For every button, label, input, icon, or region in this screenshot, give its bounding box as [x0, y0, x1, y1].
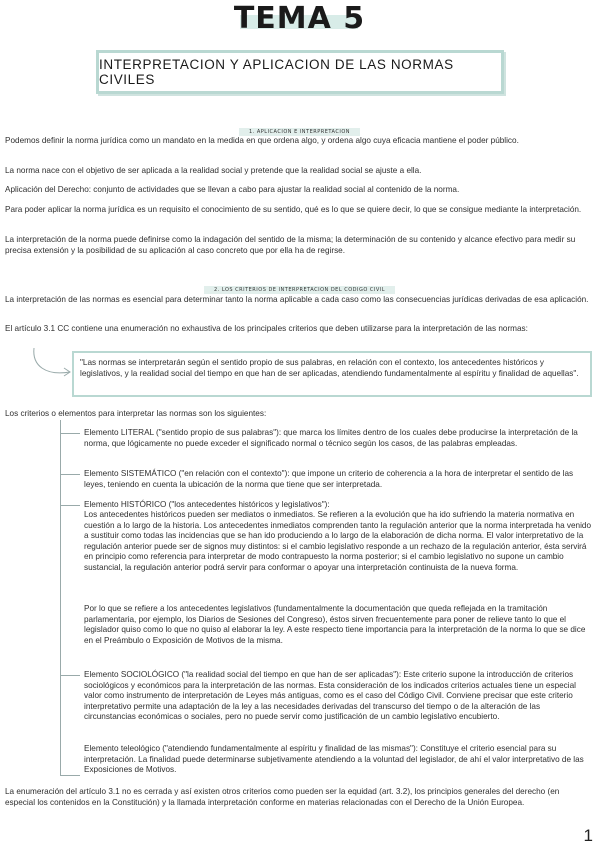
title-box [96, 50, 504, 94]
tree-branch [60, 675, 80, 676]
curved-arrow-icon [26, 346, 76, 382]
tree-branch [60, 474, 80, 475]
criterion-historico-text: Los antecedentes históricos pueden ser mediatos o inmediatos. Se refieren a la evolución que ha ido sufriendo la materia normativa en cuestión a lo largo de la historia. Los antecedentes inmediatos comprenden tanto la regulación anterior que la norma interpretada ha venido a sustituir como todas las incidencias que se han ido produciendo a lo largo de la elaboración de dicha norma. El valor interpretativo de la regulación anterior puede ser de signos muy distintos: si el cambio legislativo responde a un rechazo de la regulación anterior, ésta servirá en principio como referencia para interpretar de modo contrapuesto la norma posterior; si el cambio legislativo no supone un cambio sustancial, la regulación anterior podrá servir para conformar o apoyar una interpretación continuista de la nueva forma. [84, 510, 592, 572]
document-title: INTERPRETACION Y APLICACION DE LAS NORMAS CIVILES [99, 57, 454, 87]
paragraph: El artículo 3.1 CC contiene una enumeración no exhaustiva de los principales criterios que deben utilizarse para la interpretación de las normas: [5, 324, 528, 333]
criterion-historico-legislativos: Por lo que se refiere a los antecedentes legislativos (fundamentalmente la documentación que queda reflejada en la tramitación parlamentaria, por ejemplo, los Diarios de Sesiones del Congreso), éstos sirven frecuentemente para poner de relieve tanto lo que el legislador quiso como lo que no quiso al elaborar la ley. A este respecto tiene importancia para la interpretación de la norma lo que se dice en el Preámbulo o Exposición de Motivos de la misma. [84, 604, 586, 645]
criteria-intro: Los criterios o elementos para interpretar las normas son los siguientes: [5, 409, 267, 418]
closing-paragraph: La enumeración del artículo 3.1 no es cerrada y así existen otros criterios como pueden ser la equidad (art. 3.2), los principios generales del derecho (en especial los contenidos en la Constitución) y la llamada interpretación conforme en materias relacionadas con el Derecho de la Unión Europea. [5, 787, 560, 807]
section-1-heading: 1. APLICACION E INTERPRETACION [0, 118, 599, 137]
paragraph: Podemos definir la norma jurídica como un mandato en la medida en que ordena algo, y ordena algo cuya eficacia mantiene el poder público. [5, 136, 519, 145]
article-quote: "Las normas se interpretarán según el sentido propio de sus palabras, en relación con el contexto, los antecedentes históricos y legislativos, y la realidad social del tiempo en que han de ser aplicadas, atendiendo fundamentalmente al espíritu y finalidad de aquellas". [72, 351, 592, 397]
criterion-sociologico: Elemento SOCIOLÓGICO ("la realidad social del tiempo en que han de ser aplicadas"): Este criterio supone la introducción de criterios sociológicos y económicos para la interpretación de las normas. Esta consideración de los indicados criterios actuales tiene un especial valor como instrumento de interpretación de Leyes más antiguas, como es el caso del Código Civil. Conviene precisar que este criterio interpretativo permite una adaptación de la ley a las necesidades derivadas del transcurso del tiempo o de la alteración de las circunstancias económicas o sociales, pero no puede servir como justificación de un cambio legislativo encubierto. [84, 670, 576, 722]
tree-branch [60, 505, 80, 506]
criterion-literal: Elemento LITERAL ("sentido propio de sus palabras"): que marca los límites dentro de los cuales debe producirse la interpretación de la norma, que lógicamente no puede exceder el significado normal o técnico según los casos, de las palabras empleadas. [84, 428, 578, 448]
tree-branch [60, 433, 80, 434]
paragraph: Para poder aplicar la norma jurídica es un requisito el conocimiento de su sentido, qué es lo que se quiere decir, lo que se consigue mediante la interpretación. [5, 205, 582, 214]
criterion-sistematico: Elemento SISTEMÁTICO ("en relación con el contexto"): que impone un criterio de coherencia a la hora de interpretar el sentido de las leyes, teniendo en cuenta la ubicación de la norma que tiene que ser interpretada. [84, 469, 574, 489]
section-2-heading: 2. LOS CRITERIOS DE INTERPRETACION DEL CODIGO CIVIL [0, 276, 599, 295]
page-number: 1 [583, 826, 593, 845]
paragraph: La interpretación de las normas es esencial para determinar tanto la norma aplicable a cada caso como las consecuencias jurídicas derivadas de esa aplicación. [5, 295, 589, 304]
tema-heading: TEMA 5 [233, 1, 366, 36]
paragraph: Aplicación del Derecho: conjunto de actividades que se llevan a cabo para ajustar la realidad social al contenido de la norma. [5, 185, 460, 194]
criterion-teleologico: Elemento teleológico ("atendiendo fundamentalmente al espíritu y finalidad de las mismas"): Constituye el criterio esencial para su interpretación. La finalidad puede determinarse subjetivamente atendiendo a la voluntad del legislador, de ahí el valor interpretativo de las Exposiciones de Motivos. [84, 744, 584, 775]
paragraph: La norma nace con el objetivo de ser aplicada a la realidad social y pretende que la realidad social se ajuste a ella. [5, 166, 422, 175]
paragraph: La interpretación de la norma puede definirse como la indagación del sentido de la misma; la determinación de su contenido y alcance efectivo para medir su precisa extensión y la posibilidad de su aplicación al caso concreto que por ella ha de regirse. [5, 235, 576, 255]
criterion-historico: Elemento HISTÓRICO ("los antecedentes históricos y legislativos"): [84, 500, 330, 509]
tree-branch [60, 775, 80, 776]
